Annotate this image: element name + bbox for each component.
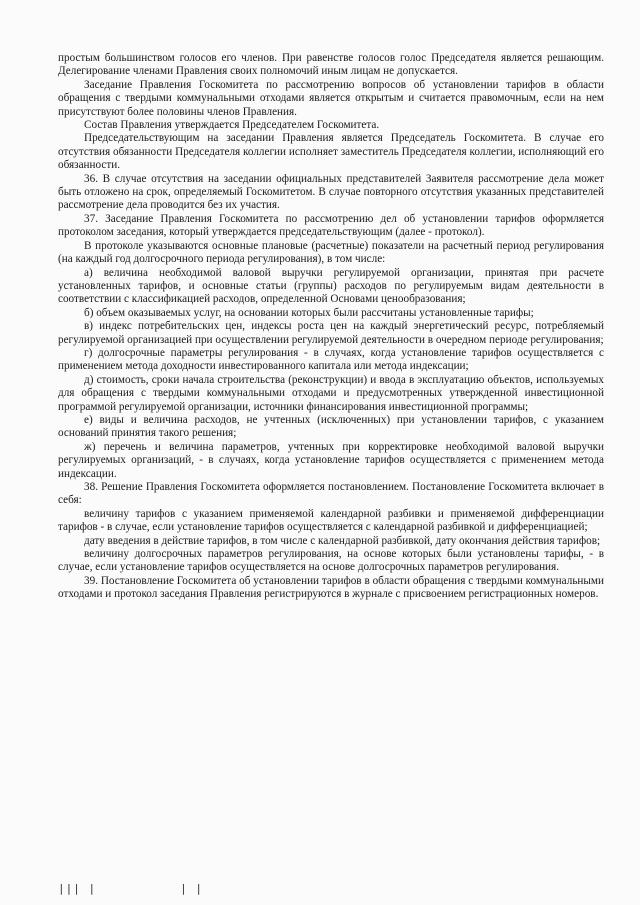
paragraph: Председательствующим на заседании Правления является Председатель Госкомитета. В случае его отсутствия обязанности Председателя коллегии исполняет заместитель Председателя коллегии, исполняющий его обязанности. bbox=[58, 132, 604, 172]
document-body bbox=[58, 52, 604, 602]
list-item: величину тарифов с указанием применяемой календарной разбивки и применяемой дифференциации тарифов - в случае, если установление тарифов осуществляется с календарной разбивкой и дифференциацией; bbox=[58, 507, 604, 534]
scan-mark: ||| | bbox=[58, 882, 97, 895]
list-item: в) индекс потребительских цен, индексы роста цен на каждый энергетический ресурс, потребляемый регулируемой организацией при осуществлении регулируемой деятельности в очередном периоде регулирования; bbox=[58, 320, 604, 346]
paragraph: Состав Правления утверждается Председателем Госкомитета. bbox=[84, 119, 380, 132]
paragraph: Заседание Правления Госкомитета по рассмотрению вопросов об установлении тарифов в области обращения с твердыми коммунальными отходами является открытым и считается правомочным, если на нем присутствуют более половины членов Правления. bbox=[58, 78, 604, 118]
list-item: дату введения в действие тарифов, в том числе с календарной разбивкой, дату окончания действия тарифов; bbox=[84, 534, 601, 547]
list-item: а) величина необходимой валовой выручки регулируемой организации, принятая при расчете установленных тарифов, и основные статьи (группы) расходов по регулируемым видам деятельности в соответствии с классификацией расходов, определенной Основами ценообразования; bbox=[58, 266, 604, 306]
list-item: е) виды и величина расходов, не учтенных (исключенных) при установлении тарифов, с указанием оснований принятия такого решения; bbox=[58, 413, 604, 440]
scan-mark: | | bbox=[180, 882, 203, 895]
list-item: б) объем оказываемых услуг, на основании которых были рассчитаны установленные тарифы; bbox=[84, 306, 534, 319]
paragraph: 38. Решение Правления Госкомитета оформляется постановлением. Постановление Госкомитета включает в себя: bbox=[58, 481, 604, 507]
list-item: г) долгосрочные параметры регулирования - в случаях, когда установление тарифов осуществляется с применением метода доходности инвестированного капитала или метода индексации; bbox=[58, 346, 604, 373]
paragraph: 39. Постановление Госкомитета об установлении тарифов в области обращения с твердыми коммунальными отходами и протокол заседания Правления регистрируются в журнале с присвоением регистрационных номеров. bbox=[58, 574, 604, 601]
list-item: д) стоимость, сроки начала строительства (реконструкции) и ввода в эксплуатацию объектов, используемых для обращения с твердыми коммунальными отходами и предусмотренных утвержденной инвестиционной программой регулируемой организации, источники финансирования инвестиционной программы; bbox=[58, 373, 604, 413]
paragraph: 37. Заседание Правления Госкомитета по рассмотрению дел об установлении тарифов оформляется протоколом заседания, который утверждается председательствующим (далее - протокол). bbox=[58, 212, 604, 239]
paragraph: В протоколе указываются основные плановые (расчетные) показатели на расчетный период регулирования (на каждый год долгосрочного периода регулирования), в том числе: bbox=[58, 239, 604, 266]
list-item: ж) перечень и величина параметров, учтенных при корректировке необходимой валовой выручки регулируемых организаций, - в случаях, когда установление тарифов осуществляется с применением метода индексации. bbox=[58, 440, 604, 480]
list-item: величину долгосрочных параметров регулирования, на основе которых были установлены тарифы, - в случае, если установление тарифов осуществляется на основе долгосрочных параметров регулирования. bbox=[58, 548, 604, 574]
paragraph: простым большинством голосов его членов. При равенстве голосов голос Председателя является решающим. Делегирование членами Правления своих полномочий иным лицам не допускается. bbox=[58, 52, 604, 78]
paragraph: 36. В случае отсутствия на заседании официальных представителей Заявителя рассмотрение дела может быть отложено на срок, определяемый Госкомитетом. В случае повторного отсутствия указанных представителей рассмотрение дела проводится без их участия. bbox=[58, 172, 604, 212]
scan-marks bbox=[58, 882, 287, 895]
